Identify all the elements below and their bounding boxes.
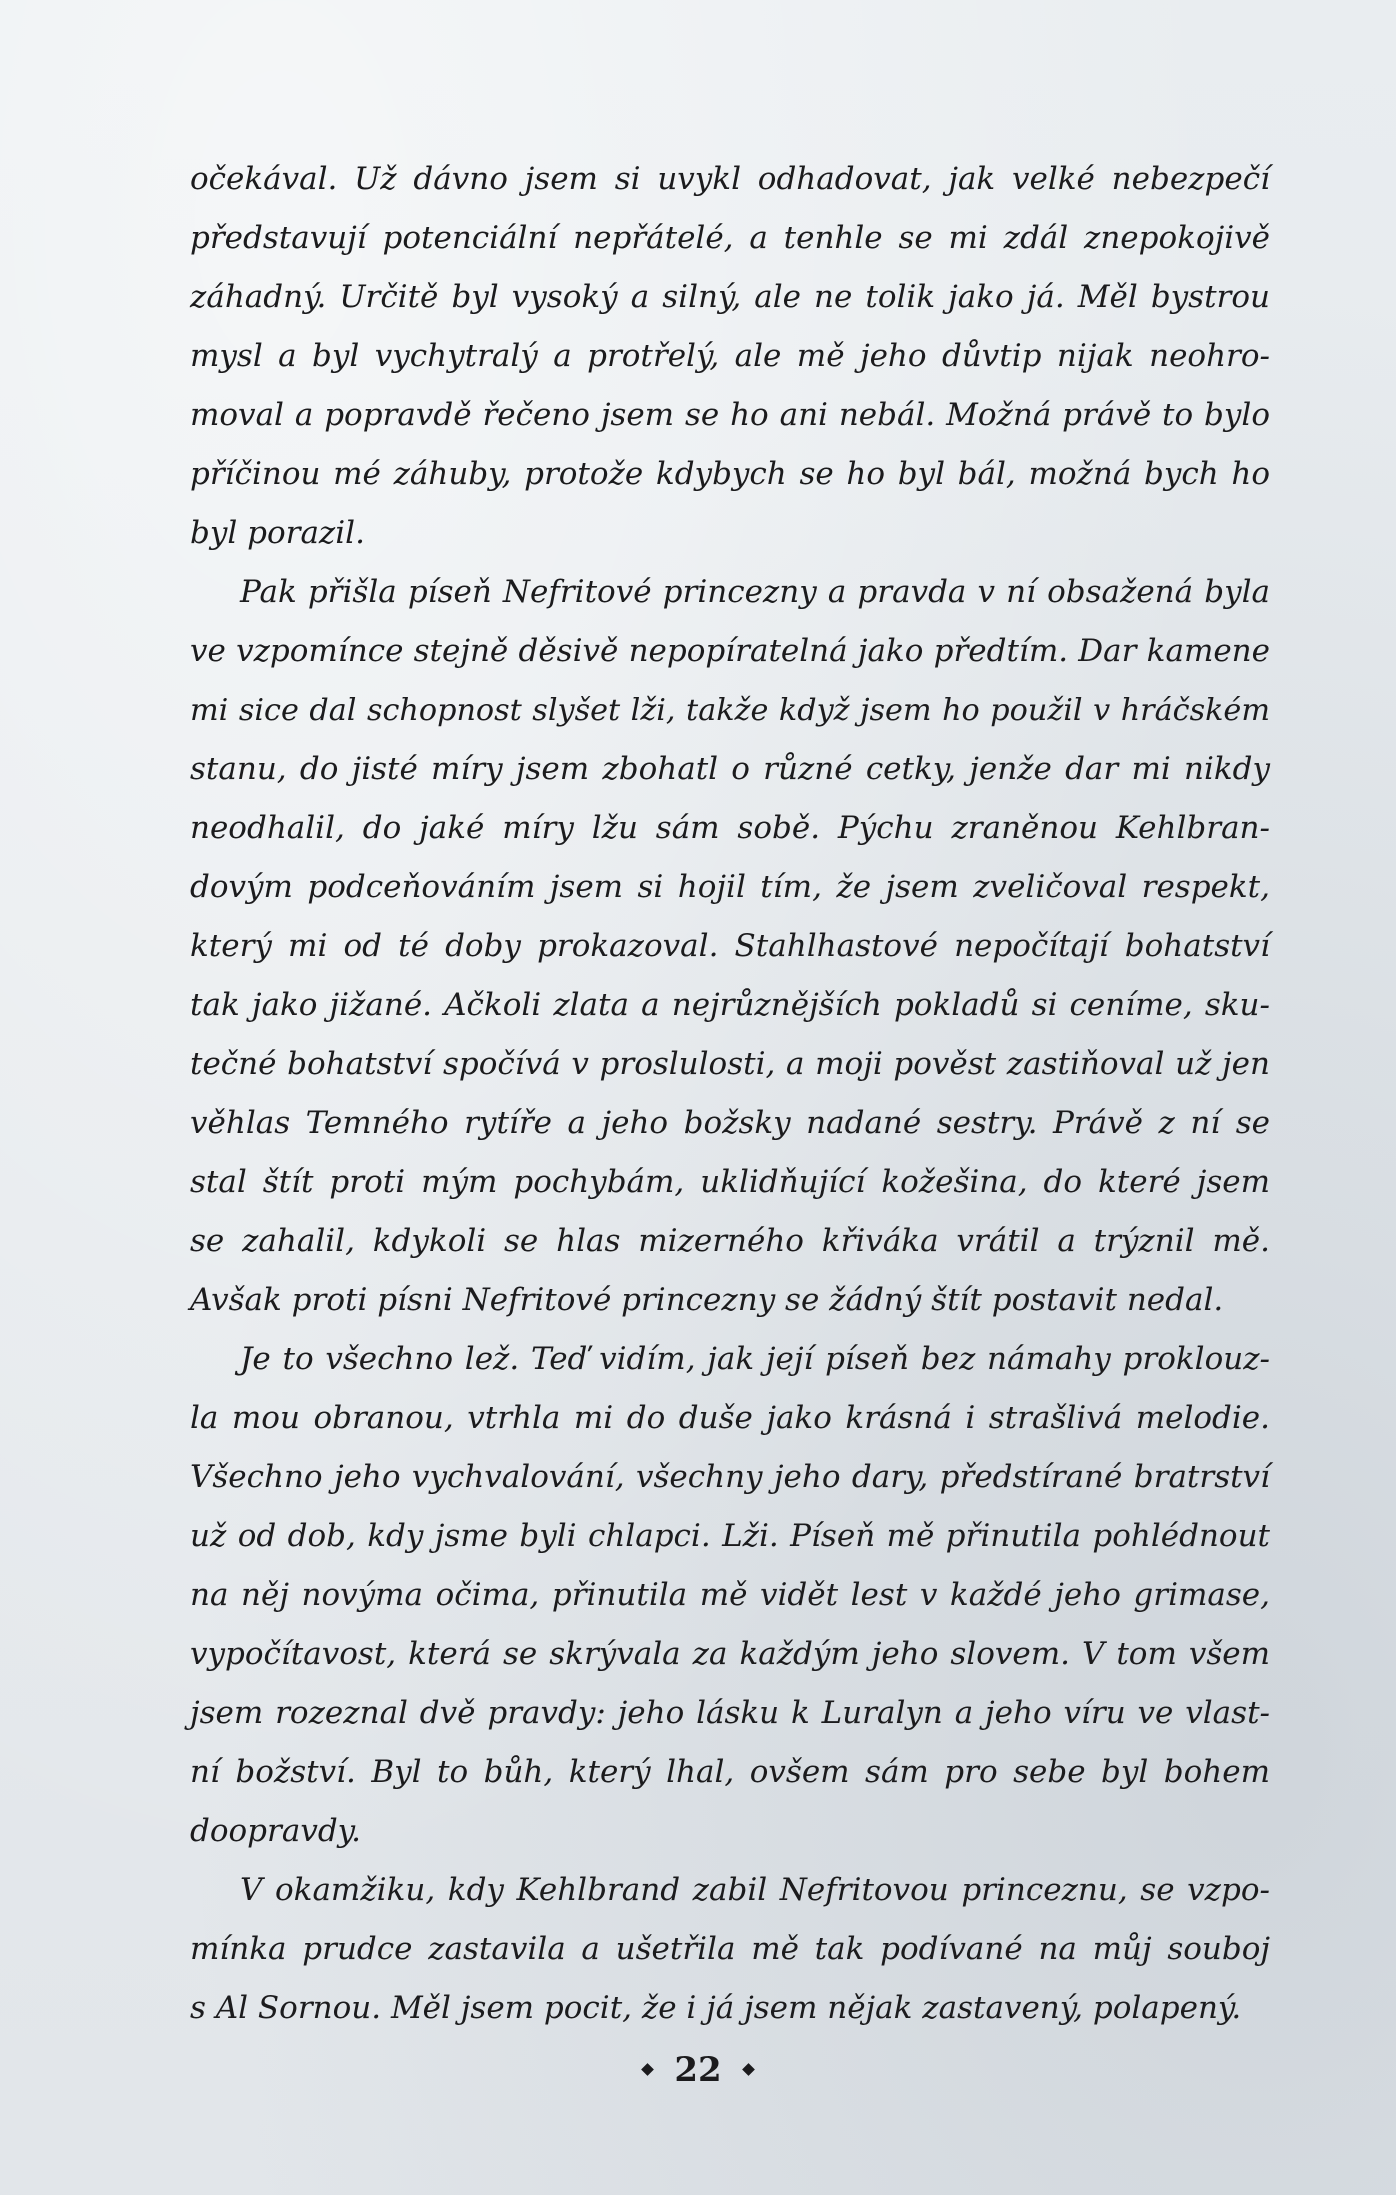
text-line: moval a popravdě řečeno jsem se ho ani nebál. Možná právě to bylo [190, 397, 1270, 433]
text-line: mysl a byl vychytralý a protřelý, ale mě jeho důvtip nijak neohro- [190, 338, 1270, 374]
book-page [190, 150, 1270, 2050]
paragraph [190, 150, 1270, 563]
text-line: s Al Sornou. Měl jsem pocit, že i já jsem nějak zastavený, polapený. [190, 1990, 1242, 2026]
text-line: se zahalil, kdykoli se hlas mizerného křiváka vrátil a trýznil mě. [190, 1223, 1270, 1259]
text-line: mi sice dal schopnost slyšet lži, takže když jsem ho použil v hráčském [190, 693, 1270, 728]
body-text [190, 150, 1270, 2038]
text-line: tečné bohatství spočívá v proslulosti, a moji pověst zastiňoval už jen [190, 1046, 1270, 1082]
text-line: představují potenciální nepřátelé, a tenhle se mi zdál znepokojivě [190, 220, 1270, 256]
diamond-ornament-right-icon [742, 2063, 755, 2076]
page-number: 22 [674, 2050, 722, 2090]
text-line: Avšak proti písni Nefritové princezny se žádný štít postavit nedal. [190, 1282, 1224, 1318]
text-line: na něj novýma očima, přinutila mě vidět lest v každé jeho grimase, [190, 1577, 1270, 1613]
page-number-footer [0, 2050, 1396, 2090]
text-line: ní božství. Byl to bůh, který lhal, ovšem sám pro sebe byl bohem [190, 1754, 1270, 1790]
text-line: záhadný. Určitě byl vysoký a silný, ale ne tolik jako já. Měl bystrou [190, 279, 1270, 315]
text-line: už od dob, kdy jsme byli chlapci. Lži. Píseň mě přinutila pohlédnout [190, 1518, 1270, 1554]
text-line: Všechno jeho vychvalování, všechny jeho dary, předstírané bratrství [190, 1459, 1270, 1495]
text-line: který mi od té doby prokazoval. Stahlhastové nepočítají bohatství [190, 928, 1270, 964]
text-line: mínka prudce zastavila a ušetřila mě tak podívané na můj souboj [190, 1931, 1270, 1967]
text-line: doopravdy. [190, 1813, 361, 1849]
text-line: neodhalil, do jaké míry lžu sám sobě. Pýchu zraněnou Kehlbran- [190, 810, 1270, 846]
text-line: očekával. Už dávno jsem si uvykl odhadovat, jak velké nebezpečí [190, 161, 1270, 197]
paragraph [190, 1861, 1270, 2038]
diamond-ornament-left-icon [641, 2063, 654, 2076]
text-line: ve vzpomínce stejně děsivě nepopíratelná jako předtím. Dar kamene [190, 633, 1270, 669]
paragraph [190, 1330, 1270, 1861]
text-line: Je to všechno lež. Teď vidím, jak její píseň bez námahy proklouz- [240, 1341, 1270, 1377]
text-line: stal štít proti mým pochybám, uklidňující kožešina, do které jsem [190, 1164, 1270, 1200]
text-line: byl porazil. [190, 515, 365, 551]
text-line: Pak přišla píseň Nefritové princezny a pravda v ní obsažená byla [240, 574, 1270, 610]
text-line: věhlas Temného rytíře a jeho božsky nadané sestry. Právě z ní se [190, 1105, 1270, 1141]
text-line: vypočítavost, která se skrývala za každým jeho slovem. V tom všem [190, 1636, 1270, 1672]
text-line: dovým podceňováním jsem si hojil tím, že jsem zveličoval respekt, [190, 869, 1270, 905]
text-line: stanu, do jisté míry jsem zbohatl o různé cetky, jenže dar mi nikdy [190, 751, 1270, 787]
text-line: příčinou mé záhuby, protože kdybych se ho byl bál, možná bych ho [190, 456, 1270, 492]
text-line: jsem rozeznal dvě pravdy: jeho lásku k Luralyn a jeho víru ve vlast- [190, 1695, 1270, 1731]
text-line: V okamžiku, kdy Kehlbrand zabil Nefritovou princeznu, se vzpo- [240, 1872, 1270, 1908]
paragraph [190, 563, 1270, 1330]
text-line: la mou obranou, vtrhla mi do duše jako krásná i strašlivá melodie. [190, 1400, 1270, 1436]
text-line: tak jako jižané. Ačkoli zlata a nejrůznějších pokladů si ceníme, sku- [190, 987, 1270, 1023]
